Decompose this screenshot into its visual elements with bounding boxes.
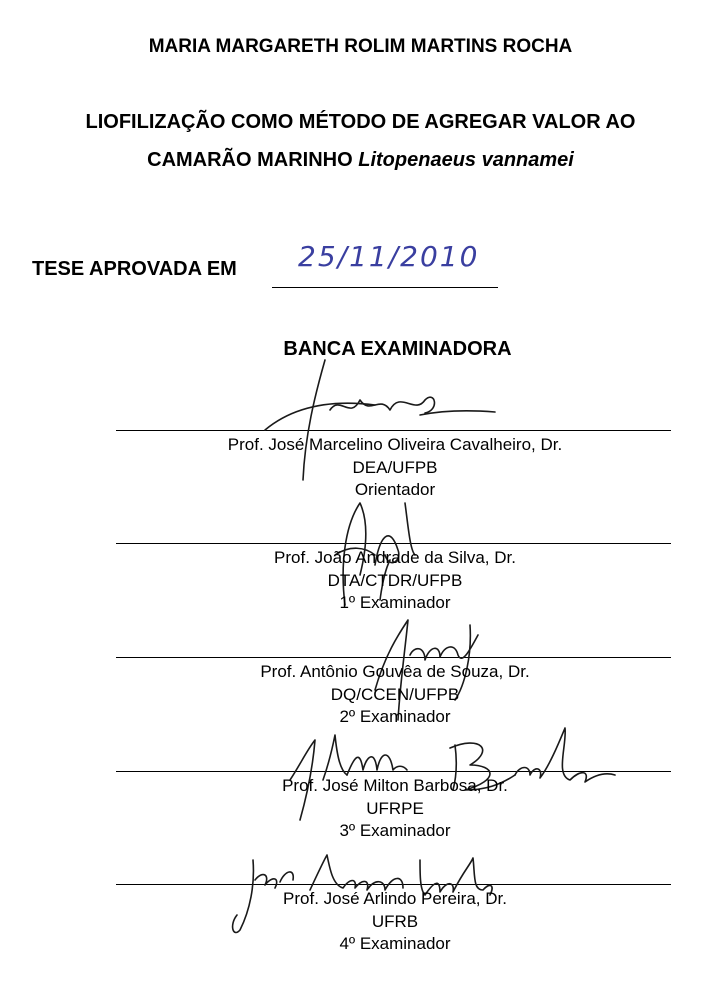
signature-line-5 [116,884,671,885]
approval-date-handwritten: 25/11/2010 [298,240,480,273]
member-name: Prof. José Milton Barbosa, Dr. [282,776,508,795]
committee-member-1 [0,434,721,502]
member-name: Prof. João Andrade da Silva, Dr. [274,548,516,567]
species-name: Litopenaeus vannamei [358,149,574,171]
member-affiliation: DTA/CTDR/UFPB [327,570,463,590]
committee-member-3 [0,661,721,729]
member-role: Orientador [354,480,436,499]
member-affiliation: UFRPE [366,798,424,818]
signature-line-3 [116,657,671,658]
member-affiliation: UFRB [371,911,419,931]
signature-line-1 [116,430,671,431]
committee-member-4 [0,775,721,843]
committee-member-5 [0,888,721,956]
author-name: MARIA MARGARETH ROLIM MARTINS ROCHA [148,36,573,57]
member-role: 3º Examinador [339,821,451,840]
approval-date-line [272,287,498,288]
member-name: Prof. José Arlindo Pereira, Dr. [283,889,507,908]
signature-line-4 [116,771,671,772]
member-affiliation: DEA/UFPB [352,457,438,477]
member-role: 2º Examinador [339,707,451,726]
member-name: Prof. José Marcelino Oliveira Cavalheiro, Dr. [227,435,563,454]
member-role: 4º Examinador [339,934,451,953]
committee-heading: BANCA EXAMINADORA [283,338,512,360]
signature-line-2 [116,543,671,544]
member-name: Prof. Antônio Gouvêa de Souza, Dr. [260,662,530,681]
title-prefix: CAMARÃO MARINHO [147,149,353,171]
approval-label: TESE APROVADA EM [32,258,237,280]
member-role: 1º Examinador [339,593,451,612]
committee-member-2 [0,547,721,615]
thesis-title-line-2 [0,149,721,172]
member-affiliation: DQ/CCEN/UFPB [330,684,460,704]
thesis-title-line-1: LIOFILIZAÇÃO COMO MÉTODO DE AGREGAR VALOR AO [85,111,636,133]
